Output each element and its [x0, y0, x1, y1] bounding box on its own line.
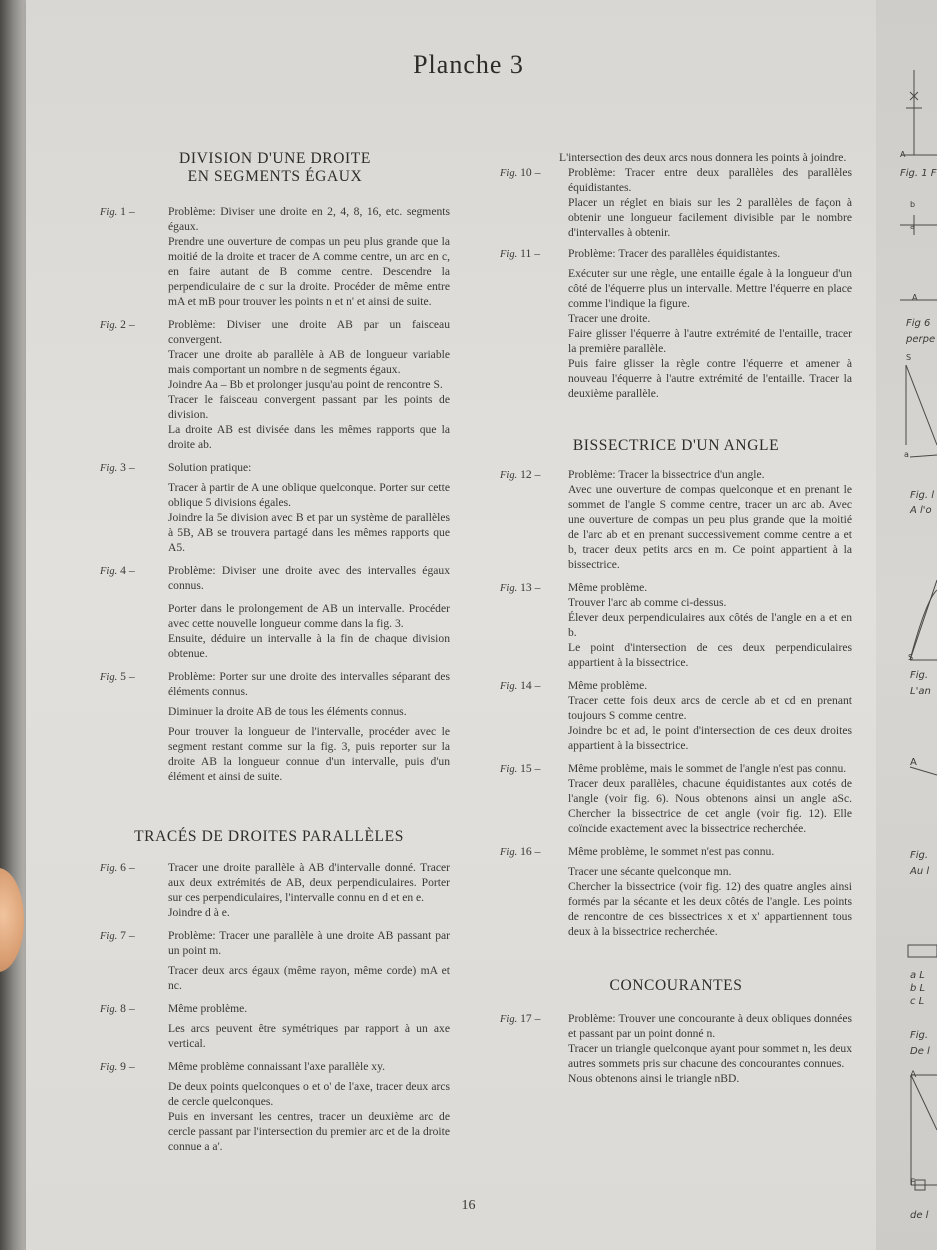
entry-paragraph: Tracer une droite parallèle à AB d'intervalle donné. Tracer aux deux extrémités de AB, deux perpendiculaires. Porter sur ces perpendiculaires, l'intervalle connu en d et en e. [168, 861, 450, 904]
entry-paragraph: Même problème connaissant l'axe parallèle xy. [168, 1060, 386, 1073]
facing-label: Fig. [910, 850, 929, 861]
entry-paragraph: Joindre Aa – Bb et prolonger jusqu'au point de rencontre S. [168, 378, 443, 391]
continuation-text [500, 150, 852, 165]
entry-paragraph: La droite AB est divisée dans les mêmes rapports que la droite ab. [168, 423, 450, 451]
figure-ref: Fig. 17 – [500, 1012, 541, 1025]
entry-paragraph: Tracer à partir de A une oblique quelconque. Porter sur cette oblique 5 divisions égales. [168, 481, 450, 509]
entry-paragraph: Problème: Porter sur une droite des intervalles séparant des éléments connus. [168, 670, 450, 698]
entry-paragraph: Même problème. [568, 679, 648, 692]
entry-paragraph: Placer un réglet en biais sur les 2 parallèles de façon à obtenir une longueur facilement divisible par le nombre d'intervalles à obtenir. [568, 196, 852, 239]
entry-paragraph: Problème: Diviser une droite avec des intervalles égaux connus. [168, 564, 450, 592]
entry-paragraph: Ensuite, déduire un intervalle à la fin de chaque division obtenue. [168, 632, 450, 660]
figure-entry-3 [100, 460, 450, 555]
entry-paragraph: Chercher la bissectrice (voir fig. 12) des quatre angles ainsi formés par la sécante et les deux côtés de l'angle. Les points de rencontre de ces bissectrices x et x' appartiennent tous deux à la bissectrice recherchée. [568, 880, 852, 938]
facing-label: Fig 6 [906, 318, 931, 329]
facing-label: c L [910, 996, 925, 1007]
left-column [100, 150, 450, 1154]
entry-paragraph: Problème: Diviser une droite en 2, 4, 8, 16, etc. segments égaux. [168, 205, 450, 233]
facing-label: Au l [910, 866, 930, 877]
figure-entry-7 [100, 928, 450, 993]
section-heading-bissectrice [500, 437, 852, 455]
entry-paragraph: Même problème, le sommet n'est pas connu. [568, 845, 775, 858]
figure-entry-12 [500, 467, 852, 572]
figure-ref: Fig. 12 – [500, 468, 541, 481]
section-heading-concourantes [500, 977, 852, 995]
entry-paragraph: Problème: Diviser une droite AB par un faisceau convergent. [168, 318, 450, 346]
entry-paragraph: Les arcs peuvent être symétriques par rapport à un axe vertical. [168, 1022, 450, 1050]
entry-paragraph: Diminuer la droite AB de tous les éléments connus. [168, 705, 407, 718]
figure-entry-4 [100, 563, 450, 661]
entry-paragraph: Avec une ouverture de compas quelconque et en prenant le sommet de l'angle S comme centre, tracer un arc ab. Avec une ouverture de compas un peu plus grande que la moitié de l'arc ab et en prenant successivement comme centre a et b, tracer deux petits arcs en m. Ce point appartient à la bissectrice. [568, 483, 852, 571]
figure-ref: Fig. 1 – [100, 205, 135, 218]
figure-ref: Fig. 9 – [100, 1060, 135, 1073]
figure-ref: Fig. 15 – [500, 762, 541, 775]
figure-ref: Fig. 11 – [500, 247, 540, 260]
entry-paragraph: Pour trouver la longueur de l'intervalle, procéder avec le segment restant comme sur la fig. 3, puis reporter sur la droite AB la longueur connue d'un intervalle, puis d'un élément et ainsi de suite. [168, 725, 450, 783]
entry-paragraph: L'intersection des deux arcs nous donnera les points à joindre. [559, 151, 847, 164]
facing-label: a L [910, 970, 925, 981]
entry-paragraph: Tracer une droite. [568, 312, 651, 325]
facing-label: De l [910, 1046, 930, 1057]
entry-paragraph: De deux points quelconques o et o' de l'axe, tracer deux arcs de cercle quelconques. [168, 1080, 450, 1108]
figure-ref: Fig. 4 – [100, 564, 135, 577]
section-heading-paralleles [88, 828, 450, 846]
entry-paragraph: Joindre d à e. [168, 906, 230, 919]
figure-entry-8 [100, 1001, 450, 1051]
entry-paragraph: Exécuter sur une règle, une entaille égale à la longueur d'un côté de l'équerre plus un intervalle. Mettre l'équerre en place comme l'indique la figure. [568, 267, 852, 310]
entry-paragraph: Élever deux perpendiculaires aux côtés de l'angle en a et en b. [568, 611, 852, 639]
entry-paragraph: Problème: Tracer des parallèles équidistantes. [568, 247, 781, 260]
facing-label: A l'o [910, 505, 932, 516]
section-heading-division [100, 150, 450, 186]
facing-label: Fig. [910, 1030, 929, 1041]
facing-letter: A [910, 1070, 917, 1080]
facing-letter: S [906, 353, 912, 362]
entry-paragraph: Prendre une ouverture de compas un peu plus grande que la moitié de la droite et tracer de A comme centre, un arc en c, en faire autant de B comme centre. Descendre la perpendiculaire de c sur la droite. Procéder de même entre mA et mB pour trouver les points n et n' et ainsi de suite. [168, 235, 450, 308]
figure-entry-10 [500, 165, 852, 240]
figure-entry-14 [500, 678, 852, 753]
entry-paragraph: Solution pratique: [168, 461, 252, 474]
entry-paragraph: Problème: Tracer une parallèle à une droite AB passant par un point m. [168, 929, 450, 957]
entry-paragraph: Tracer un triangle quelconque ayant pour sommet n, les deux autres sommets pris sur chacune des concourantes connues. [568, 1042, 852, 1070]
entry-paragraph: Tracer deux arcs égaux (même rayon, même corde) mA et nc. [168, 964, 450, 992]
entry-paragraph: Tracer cette fois deux arcs de cercle ab et cd en prenant toujours S comme centre. [568, 694, 852, 722]
figure-ref: Fig. 5 – [100, 670, 135, 683]
entry-paragraph: Faire glisser l'équerre à l'autre extrémité de l'entaille, tracer la première parallèle. [568, 327, 852, 355]
page-title: Planche 3 [413, 50, 524, 79]
entry-paragraph: Tracer une sécante quelconque mn. [568, 865, 732, 878]
facing-letter: b [910, 200, 916, 209]
figure-entry-13 [500, 580, 852, 670]
facing-page [876, 0, 937, 1250]
figure-ref: Fig. 8 – [100, 1002, 135, 1015]
figure-entry-11 [500, 246, 852, 401]
entry-paragraph: Même problème. [168, 1002, 248, 1015]
figure-ref: Fig. 16 – [500, 845, 541, 858]
figure-entry-9 [100, 1059, 450, 1154]
facing-label: L'an [910, 686, 931, 697]
facing-letter: F [910, 1178, 916, 1188]
figure-entry-16 [500, 844, 852, 939]
facing-label: Fig. [910, 670, 929, 681]
entry-paragraph: Tracer une droite ab parallèle à AB de longueur variable mais comportant un nombre n de segments égaux. [168, 348, 450, 376]
facing-label: perpe [906, 334, 936, 345]
figure-ref: Fig. 13 – [500, 581, 541, 594]
figure-entry-2 [100, 317, 450, 452]
figure-ref: Fig. 14 – [500, 679, 541, 692]
facing-page-figures-icon [876, 0, 937, 1250]
facing-letter: A [900, 150, 906, 159]
facing-label: Fig. 1 F [900, 168, 937, 179]
entry-paragraph: Problème: Trouver une concourante à deux obliques données et passant par un point donné n. [568, 1012, 852, 1040]
figure-ref: Fig. 6 – [100, 861, 135, 874]
heading-line: BISSECTRICE D'UN ANGLE [572, 437, 780, 454]
entry-paragraph: Trouver l'arc ab comme ci-dessus. [568, 596, 727, 609]
facing-letter: A [912, 293, 918, 302]
entry-paragraph: Joindre la 5e division avec B et par un système de parallèles à 5B, AB se trouvera partagé dans les mêmes rapports que A5. [168, 511, 450, 554]
entry-paragraph: Problème: Tracer entre deux parallèles des parallèles équidistantes. [568, 166, 852, 194]
entry-paragraph: Même problème. [568, 581, 648, 594]
entry-paragraph: Nous obtenons ainsi le triangle nBD. [568, 1072, 740, 1085]
page-number: 16 [461, 1198, 476, 1213]
facing-letter: a [904, 450, 909, 459]
figure-entry-1 [100, 204, 450, 309]
figure-entry-17 [500, 1011, 852, 1086]
facing-label: b L [910, 983, 926, 994]
entry-paragraph: Le point d'intersection de ces deux perpendiculaires appartient à la bissectrice. [568, 641, 852, 669]
facing-label: Fig. l [910, 490, 935, 501]
entry-paragraph: Problème: Tracer la bissectrice d'un angle. [568, 468, 765, 481]
figure-entry-5 [100, 669, 450, 784]
entry-paragraph: Tracer deux parallèles, chacune équidistantes aux cotés de l'angle (voir fig. 6). Nous obtenons ainsi un angle aSc. Chercher la bissectrice de cet angle (voir fig. 12). Elle coïncide exactement avec la bissectrice recherchée. [568, 777, 852, 835]
entry-paragraph: Joindre bc et ad, le point d'intersection de ces deux droites appartient à la bissectrice. [568, 724, 852, 752]
entry-paragraph: Puis en inversant les centres, tracer un deuxième arc de cercle passant par l'intersection du premier arc et de la droite connue a a'. [168, 1110, 450, 1153]
figure-ref: Fig. 10 – [500, 166, 541, 179]
heading-line: CONCOURANTES [609, 977, 743, 994]
entry-paragraph: Même problème, mais le sommet de l'angle n'est pas connu. [568, 762, 847, 775]
facing-letter: S [908, 653, 914, 662]
entry-paragraph: Porter dans le prolongement de AB un intervalle. Procéder avec cette nouvelle longueur comme dans la fig. 3. [168, 602, 450, 630]
figure-ref: Fig. 2 – [100, 318, 135, 331]
entry-paragraph: Puis faire glisser la règle contre l'équerre et amener à nouveau l'équerre à l'autre extrémité de l'entaille. Tracer la deuxième parallèle. [568, 357, 852, 400]
heading-line: TRACÉS DE DROITES PARALLÈLES [134, 828, 404, 845]
heading-line: DIVISION D'UNE DROITE [179, 150, 371, 167]
heading-line: EN SEGMENTS ÉGAUX [187, 168, 363, 185]
right-column [500, 150, 852, 1086]
facing-label: de l [910, 1210, 929, 1221]
figure-entry-15 [500, 761, 852, 836]
facing-letter: a [910, 222, 915, 231]
figure-entry-6 [100, 860, 450, 920]
facing-letter: A [910, 757, 917, 768]
entry-paragraph: Tracer le faisceau convergent passant par les points de division. [168, 393, 450, 421]
figure-ref: Fig. 3 – [100, 461, 135, 474]
figure-ref: Fig. 7 – [100, 929, 135, 942]
